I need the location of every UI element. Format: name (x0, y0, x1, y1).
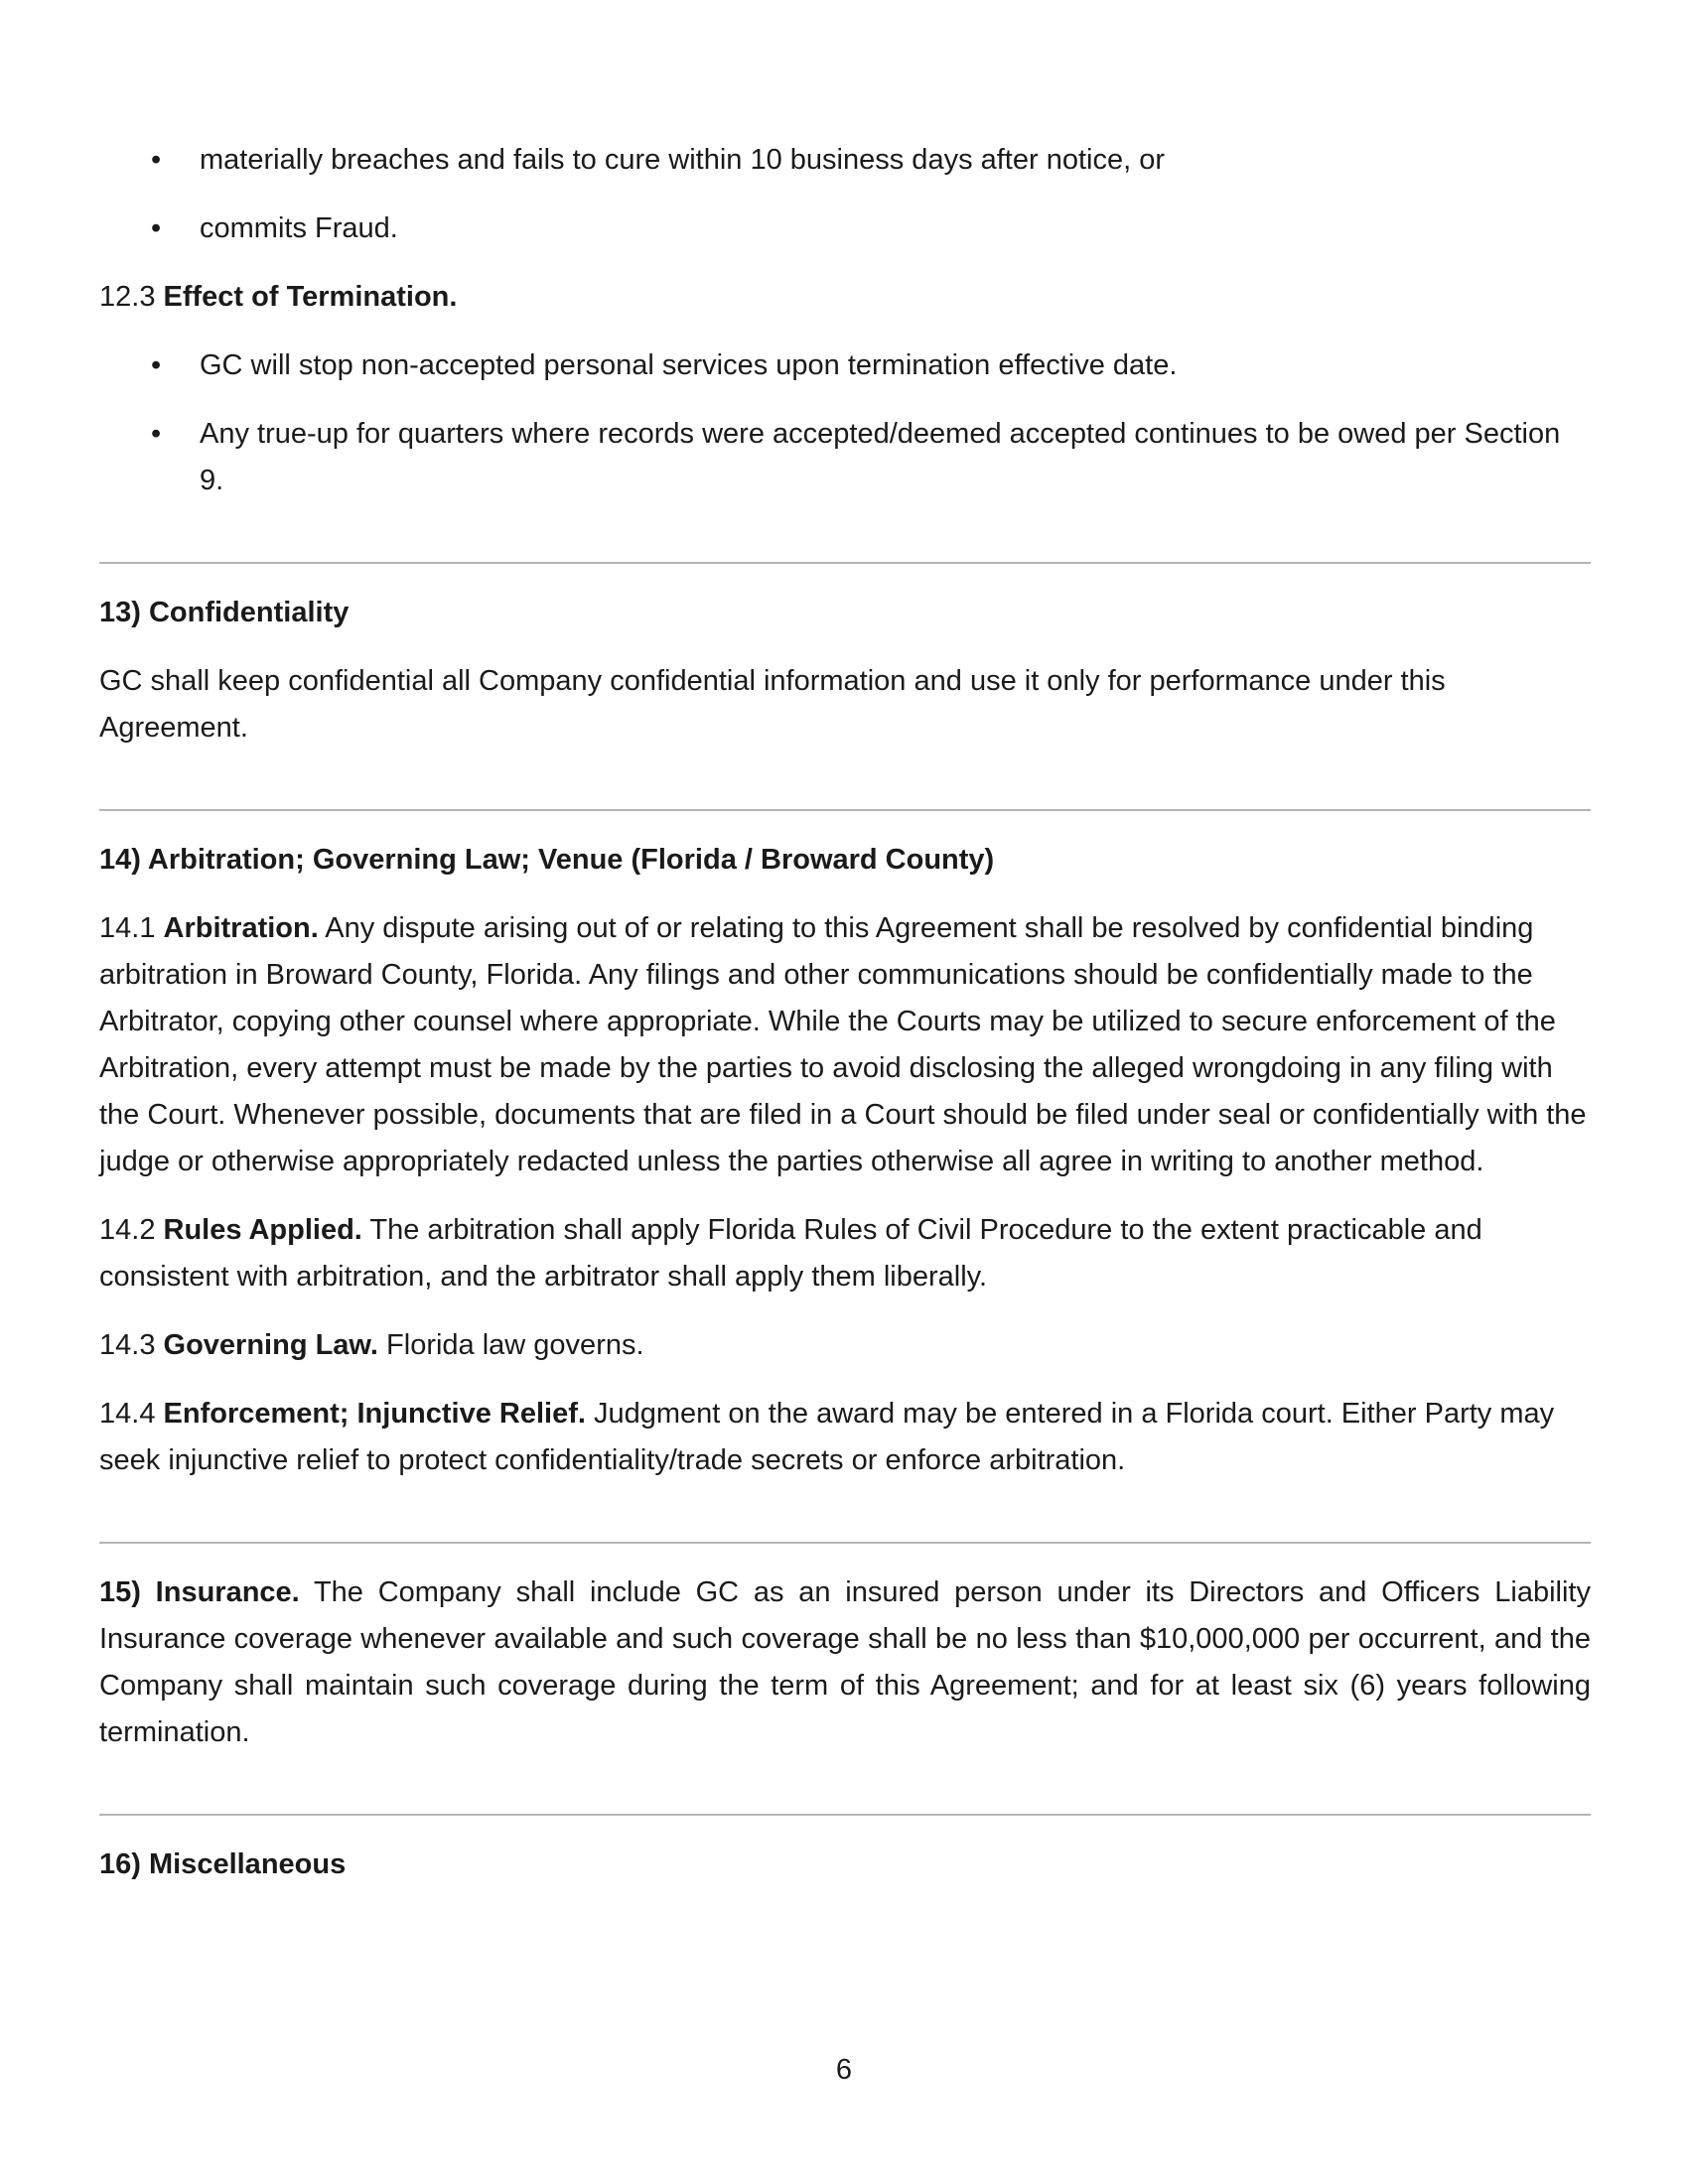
subsection-14-4 (99, 1391, 1591, 1484)
list-item (99, 411, 1591, 504)
document-page (99, 137, 1591, 1888)
subsection-number: 14.2 (99, 1214, 156, 1246)
section-divider (99, 809, 1591, 811)
subsection-number: 14.3 (99, 1329, 156, 1361)
subsection-14-3 (99, 1322, 1591, 1369)
effect-of-termination-bullet-list (99, 342, 1591, 504)
subsection-title: Rules Applied. (163, 1214, 362, 1246)
bullet-text: materially breaches and fails to cure within 10 business days after notice, or (200, 144, 1165, 176)
section-13-heading: 13) Confidentiality (99, 597, 350, 628)
bullet-glyph: • (151, 144, 162, 176)
bullet-glyph: • (151, 349, 162, 381)
section-15-text: The Company shall include GC as an insured person under its Directors and Officers Liability Insurance coverage whenever available and such coverage shall be no less than $10,000,000 per occurrent, and the Company shall maintain such coverage during the term of this Agreement; and for at least six (6) years following termination. (99, 1576, 1591, 1748)
subsection-number: 12.3 (99, 281, 156, 313)
list-item (99, 205, 1591, 252)
subsection-14-2 (99, 1207, 1591, 1300)
bullet-text: GC will stop non-accepted personal services upon termination effective date. (200, 349, 1178, 381)
list-item (99, 342, 1591, 389)
bullet-text: commits Fraud. (200, 212, 398, 244)
section-14-heading: 14) Arbitration; Governing Law; Venue (Florida / Broward County) (99, 844, 995, 876)
subsection-title: Governing Law. (163, 1329, 378, 1361)
subsection-title: Effect of Termination. (163, 281, 458, 313)
section-divider (99, 562, 1591, 564)
section-divider (99, 1542, 1591, 1544)
list-item (99, 137, 1591, 184)
section-16-heading: 16) Miscellaneous (99, 1848, 347, 1880)
subsection-number: 14.4 (99, 1398, 156, 1430)
subsection-text: Florida law governs. (386, 1329, 644, 1361)
subsection-12-3 (99, 274, 1591, 321)
section-15-paragraph (99, 1570, 1591, 1756)
section-15-heading: 15) Insurance. (99, 1576, 300, 1608)
subsection-text: Any dispute arising out of or relating to this Agreement shall be resolved by confidential binding arbitration in Broward County, Florida. Any filings and other communications should be confidentially made to the Arbitrator, copying other counsel where appropriate. While the Courts may be utilized to secure enforcement of the Arbitration, every attempt must be made by the parties to avoid disclosing the alleged wrongdoing in any filing with the Court. Whenever possible, documents that are filed in a Court should be filed under seal or confidentially with the judge or otherwise appropriately redacted unless the parties otherwise all agree in writing to another method. (99, 912, 1587, 1177)
page-number: 6 (835, 2054, 853, 2086)
bullet-text: Any true-up for quarters where records were accepted/deemed accepted continues to be owed per Section 9. (200, 418, 1561, 496)
subsection-title: Enforcement; Injunctive Relief. (163, 1398, 586, 1430)
subsection-title: Arbitration. (163, 912, 319, 944)
bullet-glyph: • (151, 212, 162, 244)
bullet-glyph: • (151, 418, 162, 450)
subsection-text: Judgment on the award may be entered in a Florida court. Either Party may seek injunctive relief to protect confidentiality/trade secrets or enforce arbitration. (99, 1398, 1555, 1476)
section-13-body: GC shall keep confidential all Company confidential information and use it only for performance under this Agreement. (99, 665, 1446, 744)
subsection-number: 14.1 (99, 912, 156, 944)
subsection-14-1 (99, 905, 1591, 1185)
termination-bullet-list (99, 137, 1591, 252)
section-divider (99, 1814, 1591, 1816)
subsection-text: The arbitration shall apply Florida Rules of Civil Procedure to the extent practicable and consistent with arbitration, and the arbitrator shall apply them liberally. (99, 1214, 1482, 1293)
